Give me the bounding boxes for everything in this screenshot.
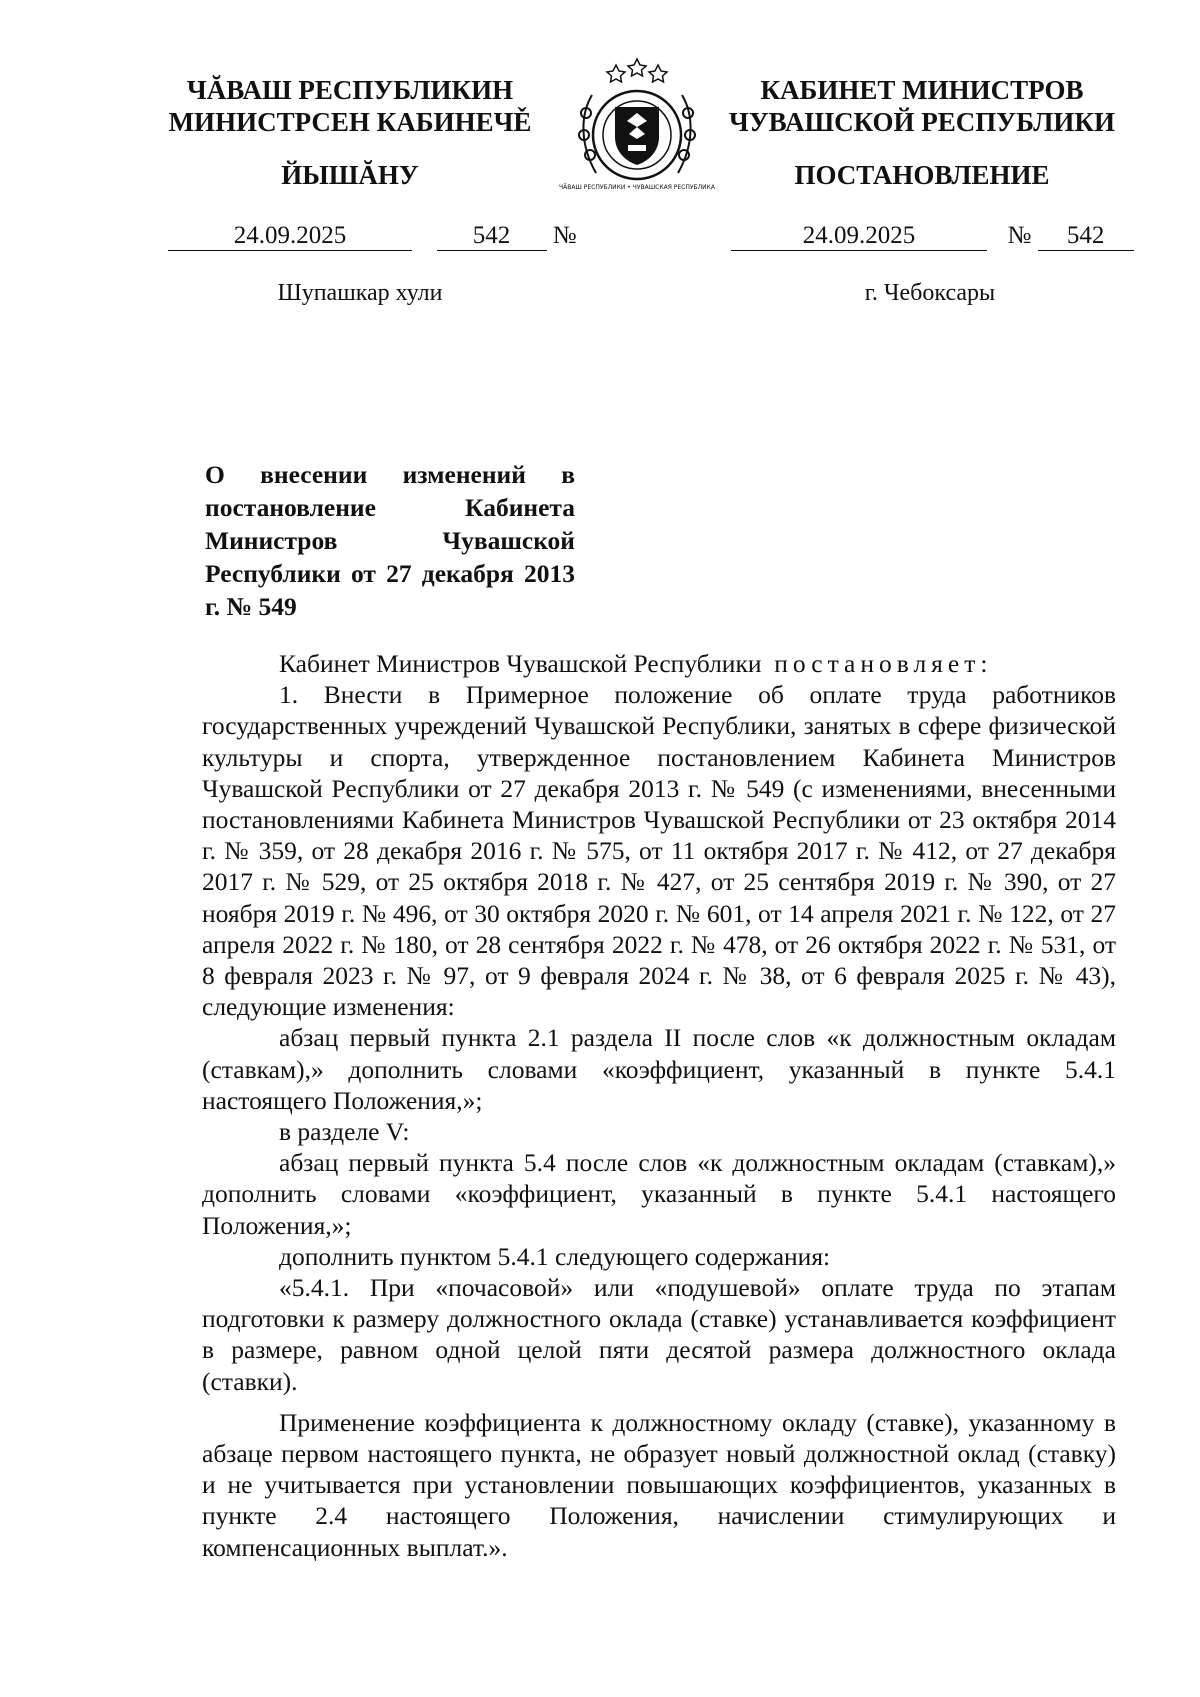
intro-paragraph	[202, 648, 1116, 679]
intro-start: Кабинет Министров Чувашской Республики	[279, 649, 762, 678]
left-number-row	[168, 222, 577, 251]
right-date: 24.09.2025	[731, 222, 987, 251]
right-number: 542	[1038, 222, 1134, 251]
right-number-row	[731, 222, 1134, 251]
left-number: 542	[437, 222, 547, 251]
final-paragraph: Применение коэффициента к должностному окладу (ставке), указанному в абзаце первом настоящего пункта, не образует новый должностной оклад (ставку) и не учитывается при установлении повышающих коэффициентов, указанных в пункте 2.4 настоящего Положения, начислении стимулирующих и компенсационных выплат.».	[202, 1407, 1116, 1562]
body-paragraph: «5.4.1. При «почасовой» или «подушевой» оплате труда по этапам подготовки к размеру должностного оклада (ставке) устанавливается коэффициент в размере, равном одной целой пяти десятой размера должностного оклада (ставки).	[202, 1273, 1116, 1396]
left-date: 24.09.2025	[168, 222, 412, 251]
left-place: Шупашкар хули	[277, 280, 443, 306]
right-place: г. Чебоксары	[864, 280, 996, 306]
emblem-caption: ЧĂВАШ РЕСПУБЛИКИ • ЧУВАШСКАЯ РЕСПУБЛИКА	[558, 184, 716, 191]
body-paragraph: дополнить пунктом 5.4.1 следующего содержания:	[279, 1241, 831, 1271]
coat-of-arms-emblem	[558, 55, 716, 203]
right-no-sign: №	[1007, 222, 1032, 249]
document-body	[202, 648, 1116, 1563]
document-subject: О внесении изменений в постановление Кабинета Министров Чувашской Республики от 27 декабря 2013 г. № 549	[205, 460, 575, 621]
intro-verb: постановляет	[774, 649, 981, 678]
body-paragraph: абзац первый пункта 5.4 после слов «к должностным окладам (ставкам),» дополнить словами «коэффициент, указанный в пункте 5.4.1 настоящего Положения,»;	[202, 1148, 1116, 1240]
intro-end: :	[980, 649, 988, 678]
left-no-sign: №	[552, 222, 577, 249]
right-header-line1: КАБИНЕТ МИНИСТРОВ	[760, 75, 1084, 105]
left-header-line2: МИНИСТРСЕН КАБИНЕЧĚ	[168, 107, 532, 137]
body-paragraph: в разделе V:	[279, 1117, 410, 1147]
right-header-line2: ЧУВАШСКОЙ РЕСПУБЛИКИ	[729, 107, 1115, 137]
body-paragraph: абзац первый пункта 2.1 раздела II после слов «к должностным окладам (ставкам),» дополнить словами «коэффициент, указанный в пункте 5.4.1 настоящего Положения,»;	[202, 1023, 1116, 1115]
emblem-icon	[558, 55, 716, 203]
left-doc-type: ЙЫШĂНУ	[281, 160, 419, 190]
left-header	[150, 74, 550, 138]
left-header-line1: ЧĂВАШ РЕСПУБЛИКИН	[186, 75, 514, 105]
right-header	[722, 74, 1122, 138]
right-doc-type: ПОСТАНОВЛЕНИЕ	[794, 160, 1050, 190]
body-paragraph: 1. Внести в Примерное положение об оплате труда работников государственных учреждений Чувашской Республики, занятых в сфере физической культуры и спорта, утвержденное постановлением Кабинета Министров Чувашской Республики от 27 декабря 2013 г. № 549 (с изменениями, внесенными постановлениями Кабинета Министров Чувашской Республики от 23 октября 2014 г. № 359, от 28 декабря 2016 г. № 575, от 11 октября 2017 г. № 412, от 27 декабря 2017 г. № 529, от 25 октября 2018 г. № 427, от 25 сентября 2019 г. № 390, от 27 ноября 2019 г. № 496, от 30 октября 2020 г. № 601, от 14 апреля 2021 г. № 122, от 27 апреля 2022 г. № 180, от 28 сентября 2022 г. № 478, от 26 октября 2022 г. № 531, от 8 февраля 2023 г. № 97, от 9 февраля 2024 г. № 38, от 6 февраля 2025 г. № 43), следующие изменения:	[202, 680, 1116, 1022]
